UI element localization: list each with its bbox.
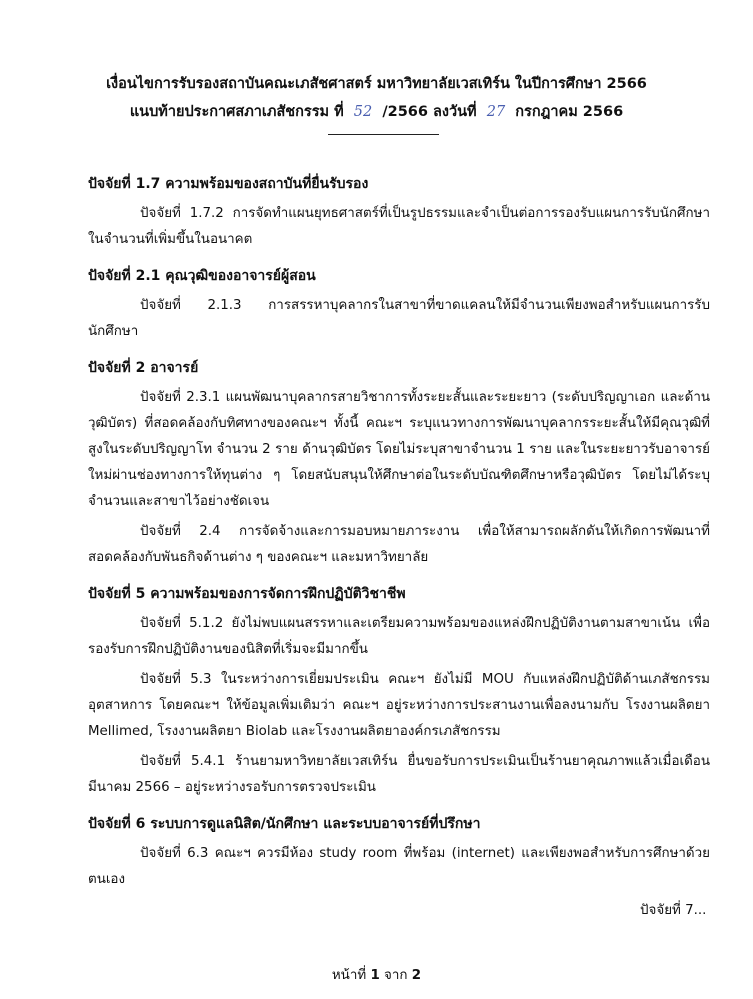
section [88, 355, 710, 571]
header-title: เงื่อนไขการรับรองสถาบันคณะเภสัชศาสตร์ มหาวิทยาลัยเวสเทิร์น ในปีการศึกษา 2566 [106, 76, 647, 92]
footer-page-number: 1 [370, 968, 380, 983]
document-body [88, 171, 710, 893]
section-heading: ปัจจัยที่ 5 ความพร้อมของการจัดการฝึกปฏิบัติวิชาชีพ [88, 586, 406, 602]
footer-total-pages: 2 [411, 968, 422, 983]
section-heading: ปัจจัยที่ 2.1 คุณวุฒิของอาจารย์ผู้สอน [88, 268, 316, 284]
header-reference [0, 98, 753, 126]
section-paragraph: ปัจจัยที่ 5.3 ในระหว่างการเยี่ยมประเมิน คณะฯ ยังไม่มี MOU กับแหล่งฝึกปฏิบัติด้านเภสัชกรรมอุตสาหการ โดยคณะฯ ให้ข้อมูลเพิ่มเติมว่า คณะฯ อยู่ระหว่างการประสานงานเพื่อลงนามกับ โรงงานผลิตยา Mellimed, โรงงานผลิตยา Biolab และโรงงานผลิตยาองค์กรเภสัชกรรม [88, 672, 710, 739]
section-paragraph: ปัจจัยที่ 6.3 คณะฯ ควรมีห้อง study room ที่พร้อม (internet) และเพียงพอสำหรับการศึกษาด้วยตนเอง [88, 846, 710, 887]
reference-middle: /2566 ลงวันที่ [382, 104, 477, 120]
section-heading: ปัจจัยที่ 1.7 ความพร้อมของสถาบันที่ยื่นรับรอง [88, 176, 369, 192]
handwritten-day: 27 [486, 104, 506, 120]
footer-prefix: หน้าที่ [331, 968, 367, 983]
page-footer [0, 964, 753, 985]
section-paragraph: ปัจจัยที่ 2.3.1 แผนพัฒนาบุคลากรสายวิชาการทั้งระยะสั้นและระยะยาว (ระดับปริญญาเอก และด้านวุฒิบัตร) ที่สอดคล้องกับทิศทางของคณะฯ ทั้งนี้ คณะฯ ระบุแนวทางการพัฒนาบุคลากรระยะสั้นให้มีคุณวุฒิที่สูงในระดับปริญญาโท จำนวน 2 ราย ด้านวุฒิบัตร โดยไม่ระบุสาขาจำนวน 1 ราย และในระยะยาวรับอาจารย์ใหม่ผ่านช่องทางการให้ทุนต่าง ๆ โดยสนับสนุนให้ศึกษาต่อในระดับบัณฑิตศึกษาหรือวุฒิบัตร โดยไม่ได้ระบุจำนวนและสาขาไว้อย่างชัดเจน [88, 390, 710, 509]
section [88, 581, 710, 801]
section-paragraph: ปัจจัยที่ 2.4 การจัดจ้างและการมอบหมายภาระงาน เพื่อให้สามารถผลักดันให้เกิดการพัฒนาที่สอดคล้องกับพันธกิจด้านต่าง ๆ ของคณะฯ และมหาวิทยาลัย [88, 524, 710, 565]
handwritten-number: 52 [353, 104, 373, 120]
section-paragraph: ปัจจัยที่ 5.1.2 ยังไม่พบแผนสรรหาและเตรียมความพร้อมของแหล่งฝึกปฏิบัติงานตามสาขาเน้น เพื่อรองรับการฝึกปฏิบัติงานของนิสิตที่เริ่มจะมีมากขึ้น [88, 616, 710, 657]
section [88, 171, 710, 253]
footer-middle: จาก [384, 968, 408, 983]
section-heading: ปัจจัยที่ 6 ระบบการดูแลนิสิต/นักศึกษา และระบบอาจารย์ที่ปรึกษา [88, 816, 481, 832]
section [88, 811, 710, 893]
document-header [0, 70, 753, 126]
section-paragraph: ปัจจัยที่ 5.4.1 ร้านยามหาวิทยาลัยเวสเทิร์น ยื่นขอรับการประเมินเป็นร้านยาคุณภาพแล้วเมื่อเดือนมีนาคม 2566 – อยู่ระหว่างรอรับการตรวจประเมิน [88, 754, 710, 795]
reference-suffix: กรกฎาคม 2566 [515, 104, 624, 120]
section-paragraph: ปัจจัยที่ 2.1.3 การสรรหาบุคลากรในสาขาที่ขาดแคลนให้มีจำนวนเพียงพอสำหรับแผนการรับนักศึกษา [88, 298, 710, 339]
header-divider [328, 134, 439, 135]
section [88, 263, 710, 345]
reference-prefix: แนบท้ายประกาศสภาเภสัชกรรม ที่ [129, 104, 344, 120]
section-paragraph: ปัจจัยที่ 1.7.2 การจัดทำแผนยุทธศาสตร์ที่เป็นรูปธรรมและจำเป็นต่อการรองรับแผนการรับนักศึกษาในจำนวนที่เพิ่มขึ้นในอนาคต [88, 206, 710, 247]
section-heading: ปัจจัยที่ 2 อาจารย์ [88, 360, 199, 376]
continuation-note: ปัจจัยที่ 7... [640, 903, 707, 918]
